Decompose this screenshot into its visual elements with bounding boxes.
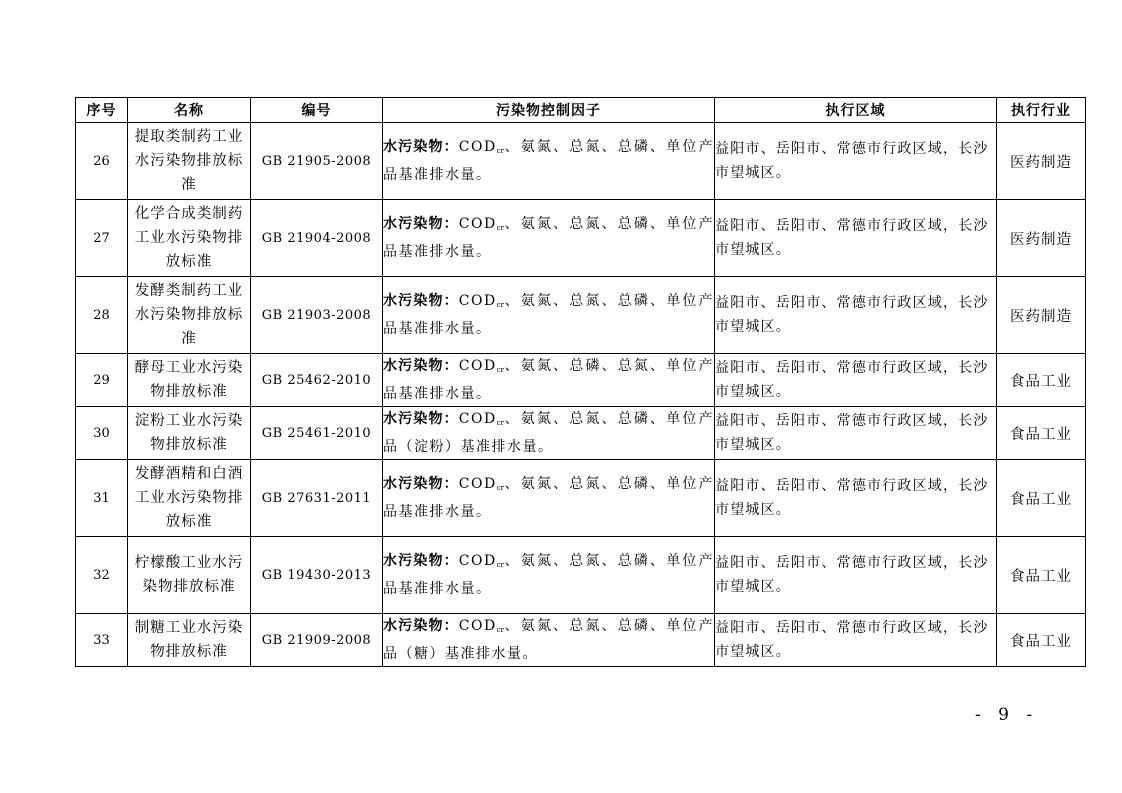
factor-rest: 、氨氮、总氮、总磷、单位产品基准排水量。 [383,139,715,183]
page-number: - 9 - [975,705,1039,725]
row-name: 发酵类制药工业水污染物排放标准 [128,277,251,354]
row-code: GB 21903-2008 [251,277,383,354]
factor-rest: 、氨氮、总氮、总磷、单位产品基准排水量。 [383,476,715,520]
row-factor [383,277,715,354]
row-area: 益阳市、岳阳市、常德市行政区域，长沙市望城区。 [715,460,997,537]
factor-cod-subscript: cr [496,561,504,569]
factor-cod: COD [458,476,497,492]
row-no: 33 [76,614,128,667]
factor-rest: 、氨氮、总氮、总磷、单位产品基准排水量。 [383,553,715,597]
row-factor [383,460,715,537]
row-industry: 食品工业 [997,614,1086,667]
row-factor [383,537,715,614]
row-code: GB 21904-2008 [251,200,383,277]
table-row [76,537,1086,614]
factor-label: 水污染物： [383,618,459,634]
row-industry: 食品工业 [997,537,1086,614]
factor-label: 水污染物： [383,553,459,569]
standards-table [75,97,1086,667]
table-row [76,614,1086,667]
row-name: 发酵酒精和白酒工业水污染物排放标准 [128,460,251,537]
header-no: 序号 [76,98,128,123]
row-area: 益阳市、岳阳市、常德市行政区域，长沙市望城区。 [715,407,997,460]
factor-cod-subscript: cr [496,484,504,492]
factor-cod-subscript: cr [496,366,504,374]
row-area: 益阳市、岳阳市、常德市行政区域，长沙市望城区。 [715,537,997,614]
row-factor [383,614,715,667]
row-name: 淀粉工业水污染物排放标准 [128,407,251,460]
factor-rest: 、氨氮、总氮、总磷、单位产品基准排水量。 [383,216,715,260]
factor-cod-subscript: cr [496,626,504,634]
row-name: 提取类制药工业水污染物排放标准 [128,123,251,200]
row-area: 益阳市、岳阳市、常德市行政区域，长沙市望城区。 [715,354,997,407]
row-area: 益阳市、岳阳市、常德市行政区域，长沙市望城区。 [715,277,997,354]
factor-rest: 、氨氮、总氮、总磷、单位产品基准排水量。 [383,293,715,337]
row-no: 27 [76,200,128,277]
table-row [76,407,1086,460]
header-name: 名称 [128,98,251,123]
row-factor [383,123,715,200]
factor-cod: COD [458,293,497,309]
row-industry: 食品工业 [997,407,1086,460]
row-code: GB 19430-2013 [251,537,383,614]
row-area: 益阳市、岳阳市、常德市行政区域，长沙市望城区。 [715,614,997,667]
row-area: 益阳市、岳阳市、常德市行政区域，长沙市望城区。 [715,123,997,200]
factor-label: 水污染物： [383,139,459,155]
row-industry: 食品工业 [997,460,1086,537]
row-area: 益阳市、岳阳市、常德市行政区域，长沙市望城区。 [715,200,997,277]
table-row [76,200,1086,277]
row-code: GB 27631-2011 [251,460,383,537]
row-code: GB 21909-2008 [251,614,383,667]
header-industry: 执行行业 [997,98,1086,123]
table-row [76,354,1086,407]
factor-rest: 、氨氮、总氮、总磷、单位产品（淀粉）基准排水量。 [383,411,715,455]
table-header-row [76,98,1086,123]
row-name: 化学合成类制药工业水污染物排放标准 [128,200,251,277]
factor-rest: 、氨氮、总磷、总氮、单位产品基准排水量。 [383,358,715,402]
row-no: 26 [76,123,128,200]
factor-rest: 、氨氮、总氮、总磷、单位产品（糖）基准排水量。 [383,618,715,662]
factor-cod: COD [458,216,497,232]
row-factor [383,354,715,407]
row-code: GB 25462-2010 [251,354,383,407]
row-industry: 医药制造 [997,277,1086,354]
header-area: 执行区域 [715,98,997,123]
row-industry: 医药制造 [997,123,1086,200]
table-row [76,277,1086,354]
table-row [76,123,1086,200]
row-no: 29 [76,354,128,407]
row-no: 28 [76,277,128,354]
row-name: 制糖工业水污染物排放标准 [128,614,251,667]
row-industry: 食品工业 [997,354,1086,407]
row-no: 31 [76,460,128,537]
table-row [76,460,1086,537]
factor-cod-subscript: cr [496,224,504,232]
row-factor [383,200,715,277]
row-no: 30 [76,407,128,460]
factor-cod: COD [458,553,497,569]
factor-label: 水污染物： [383,411,459,427]
factor-cod-subscript: cr [496,419,504,427]
row-industry: 医药制造 [997,200,1086,277]
factor-label: 水污染物： [383,358,459,374]
factor-cod-subscript: cr [496,147,504,155]
factor-cod: COD [458,139,497,155]
header-factor: 污染物控制因子 [383,98,715,123]
row-name: 柠檬酸工业水污染物排放标准 [128,537,251,614]
header-code: 编号 [251,98,383,123]
row-factor [383,407,715,460]
row-no: 32 [76,537,128,614]
factor-cod: COD [458,411,497,427]
factor-cod: COD [458,358,497,374]
factor-label: 水污染物： [383,476,459,492]
row-code: GB 25461-2010 [251,407,383,460]
row-code: GB 21905-2008 [251,123,383,200]
factor-cod-subscript: cr [496,301,504,309]
row-name: 酵母工业水污染物排放标准 [128,354,251,407]
factor-cod: COD [458,618,497,634]
factor-label: 水污染物： [383,216,459,232]
factor-label: 水污染物： [383,293,459,309]
